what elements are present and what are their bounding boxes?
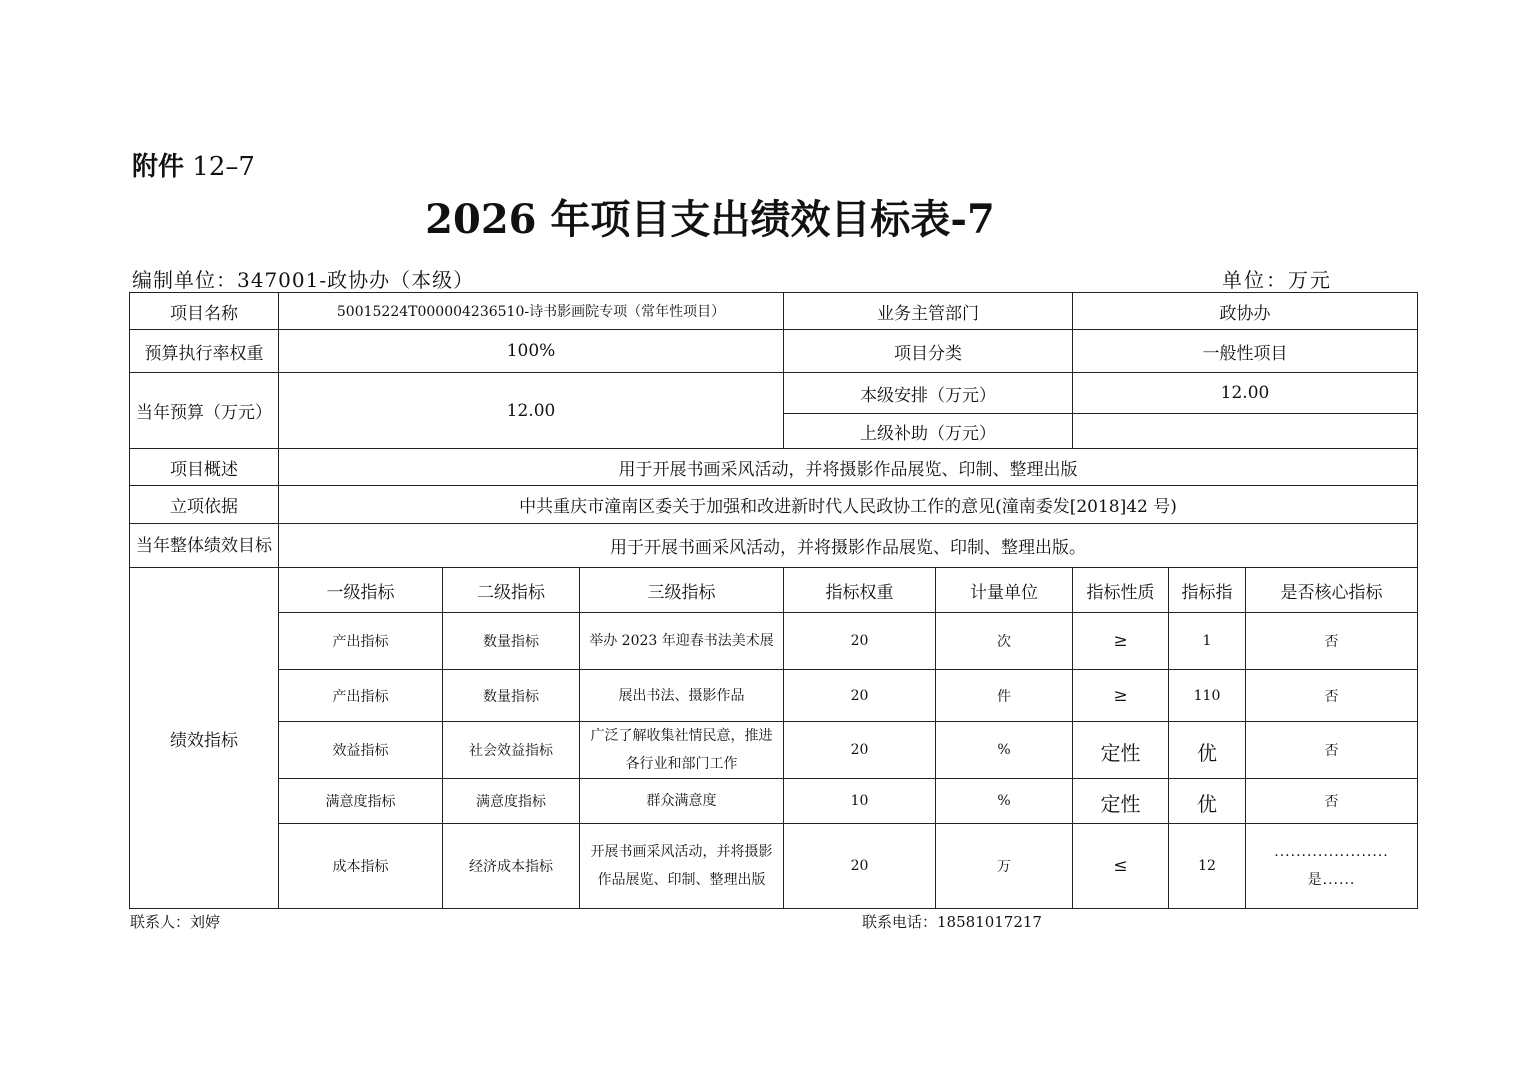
- cell-weight: 20: [784, 670, 936, 722]
- table-row: [130, 293, 1418, 330]
- upper-value: [1073, 414, 1418, 449]
- table-row: [130, 373, 1418, 414]
- table-row: [130, 824, 1418, 909]
- cell-nature: ≥: [1073, 613, 1169, 670]
- upper-label: 上级补助（万元）: [784, 414, 1073, 449]
- weight-label: 预算执行率权重: [130, 330, 279, 373]
- header-cell: 指标指: [1169, 568, 1246, 613]
- contact-person: 联系人：刘婷: [130, 913, 221, 931]
- cell-weight: 20: [784, 613, 936, 670]
- project-name-label: 项目名称: [130, 293, 279, 330]
- cell-unit: 件: [936, 670, 1073, 722]
- page-title: 2026 年项目支出绩效目标表-7: [425, 196, 995, 243]
- dept-value: 政协办: [1073, 293, 1418, 330]
- performance-table: [129, 292, 1418, 909]
- cell-l2: 数量指标: [443, 613, 580, 670]
- table-row: [130, 486, 1418, 524]
- budget-label: 当年预算（万元）: [130, 373, 279, 449]
- header-cell: 计量单位: [936, 568, 1073, 613]
- table-row: [130, 568, 1418, 613]
- header-cell: 是否核心指标: [1246, 568, 1418, 613]
- cell-unit: %: [936, 779, 1073, 824]
- cell-l1: 效益指标: [279, 722, 443, 779]
- table-row: [130, 613, 1418, 670]
- cell-unit: %: [936, 722, 1073, 779]
- cell-nature: ≥: [1073, 670, 1169, 722]
- category-value: 一般性项目: [1073, 330, 1418, 373]
- cell-value: 优: [1169, 779, 1246, 824]
- cell-l1: 产出指标: [279, 670, 443, 722]
- cell-l3: 广泛了解收集社情民意，推进各行业和部门工作: [580, 722, 784, 779]
- cell-weight: 20: [784, 824, 936, 909]
- header-cell: 一级指标: [279, 568, 443, 613]
- cell-unit: 万: [936, 824, 1073, 909]
- cell-unit: 次: [936, 613, 1073, 670]
- header-cell: 指标权重: [784, 568, 936, 613]
- cell-nature: ≤: [1073, 824, 1169, 909]
- table-row: [130, 722, 1418, 779]
- table-row: [130, 524, 1418, 568]
- budget-value: 12.00: [279, 373, 784, 449]
- goal-value: 用于开展书画采风活动，并将摄影作品展览、印制、整理出版。: [279, 524, 1418, 568]
- cell-l3: 举办 2023 年迎春书法美术展: [580, 613, 784, 670]
- header-cell: 指标性质: [1073, 568, 1169, 613]
- cell-l3: 展出书法、摄影作品: [580, 670, 784, 722]
- cell-value: 110: [1169, 670, 1246, 722]
- cell-nature: 定性: [1073, 779, 1169, 824]
- cell-l2: 社会效益指标: [443, 722, 580, 779]
- cell-nature: 定性: [1073, 722, 1169, 779]
- cell-value: 优: [1169, 722, 1246, 779]
- project-name: 50015224T000004236510-诗书影画院专项（常年性项目）: [279, 293, 784, 330]
- cell-core: ..................... 是......: [1246, 824, 1418, 909]
- category-label: 项目分类: [784, 330, 1073, 373]
- summary-label: 项目概述: [130, 449, 279, 486]
- cell-l1: 成本指标: [279, 824, 443, 909]
- cell-core: 否: [1246, 779, 1418, 824]
- currency-unit: 单位：万元: [1222, 268, 1332, 292]
- header-cell: 三级指标: [580, 568, 784, 613]
- attachment-label: 附件 12–7: [132, 152, 255, 182]
- cell-value: 1: [1169, 613, 1246, 670]
- summary-value: 用于开展书画采风活动，并将摄影作品展览、印制、整理出版: [279, 449, 1418, 486]
- cell-core: 否: [1246, 722, 1418, 779]
- table-row: [130, 449, 1418, 486]
- weight-value: 100%: [279, 330, 784, 373]
- goal-label: 当年整体绩效目标: [130, 524, 279, 568]
- header-cell: 二级指标: [443, 568, 580, 613]
- cell-l3: 开展书画采风活动，并将摄影作品展览、印制、整理出版: [580, 824, 784, 909]
- cell-l1: 产出指标: [279, 613, 443, 670]
- cell-core: 否: [1246, 670, 1418, 722]
- basis-value: 中共重庆市潼南区委关于加强和改进新时代人民政协工作的意见(潼南委发[2018]42 号): [279, 486, 1418, 524]
- cell-l3: 群众满意度: [580, 779, 784, 824]
- table-row: [130, 330, 1418, 373]
- cell-weight: 20: [784, 722, 936, 779]
- basis-label: 立项依据: [130, 486, 279, 524]
- cell-core: 否: [1246, 613, 1418, 670]
- contact-phone: 联系电话：18581017217: [862, 913, 1042, 931]
- org-unit: 编制单位：347001-政协办（本级）: [132, 268, 475, 292]
- cell-l2: 经济成本指标: [443, 824, 580, 909]
- cell-l2: 满意度指标: [443, 779, 580, 824]
- local-label: 本级安排（万元）: [784, 373, 1073, 414]
- dept-label: 业务主管部门: [784, 293, 1073, 330]
- table-row: [130, 779, 1418, 824]
- cell-l2: 数量指标: [443, 670, 580, 722]
- cell-l1: 满意度指标: [279, 779, 443, 824]
- table-row: [130, 670, 1418, 722]
- perf-section-label: 绩效指标: [130, 568, 279, 909]
- local-value: 12.00: [1073, 373, 1418, 414]
- cell-value: 12: [1169, 824, 1246, 909]
- cell-weight: 10: [784, 779, 936, 824]
